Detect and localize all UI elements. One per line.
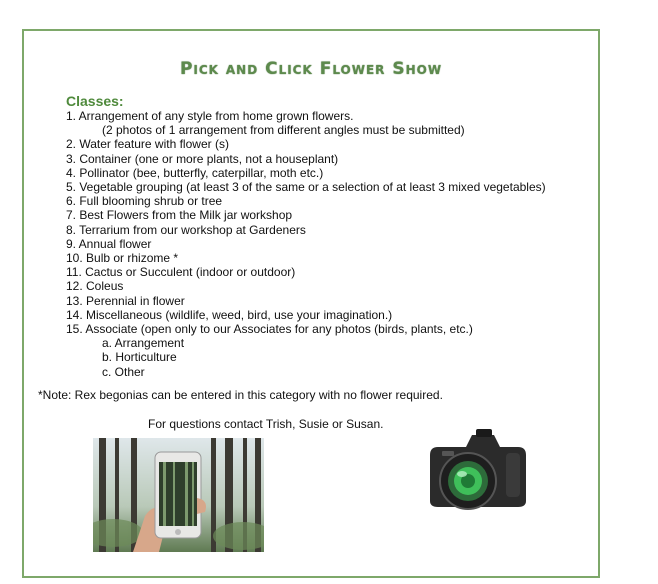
list-item: 11. Cactus or Succulent (indoor or outdoor) [66,265,296,280]
list-item: 7. Best Flowers from the Milk jar workshop [66,208,293,223]
list-item: 3. Container (one or more plants, not a houseplant) [66,151,339,166]
page-title: Pick and Click Flower Show [179,59,443,79]
list-item: 9. Annual flower [66,236,152,251]
flyer-frame [22,29,600,578]
phone-photo-icon [93,438,264,552]
list-item: 12. Coleus [66,279,124,294]
list-item-note: (2 photos of 1 arrangement from different angles must be submitted) [102,123,465,138]
classes-list [66,109,586,379]
classes-heading: Classes: [66,93,124,109]
list-item: 14. Miscellaneous (wildlife, weed, bird, use your imagination.) [66,307,393,322]
sub-item: c. Other [102,364,145,379]
list-item: 8. Terrarium from our workshop at Gardeners [66,222,306,237]
list-item: 5. Vegetable grouping (at least 3 of the same or a selection of at least 3 mixed vegetables) [66,180,546,195]
footnote: *Note: Rex begonias can be entered in this category with no flower required. [38,388,443,402]
contact-line: For questions contact Trish, Susie or Susan. [148,417,384,431]
list-item: 4. Pollinator (bee, butterfly, caterpillar, moth etc.) [66,165,324,180]
sub-item: a. Arrangement [102,336,185,351]
camera-icon [422,423,532,515]
sub-item: b. Horticulture [102,350,177,365]
list-item: 2. Water feature with flower (s) [66,137,229,152]
list-item: 10. Bulb or rhizome * [66,251,179,266]
list-item: 15. Associate (open only to our Associates for any photos (birds, plants, etc.) [66,322,473,337]
list-item: 1. Arrangement of any style from home grown flowers. [66,109,354,123]
list-item: 6. Full blooming shrub or tree [66,194,223,209]
list-item: 13. Perennial in flower [66,293,185,308]
